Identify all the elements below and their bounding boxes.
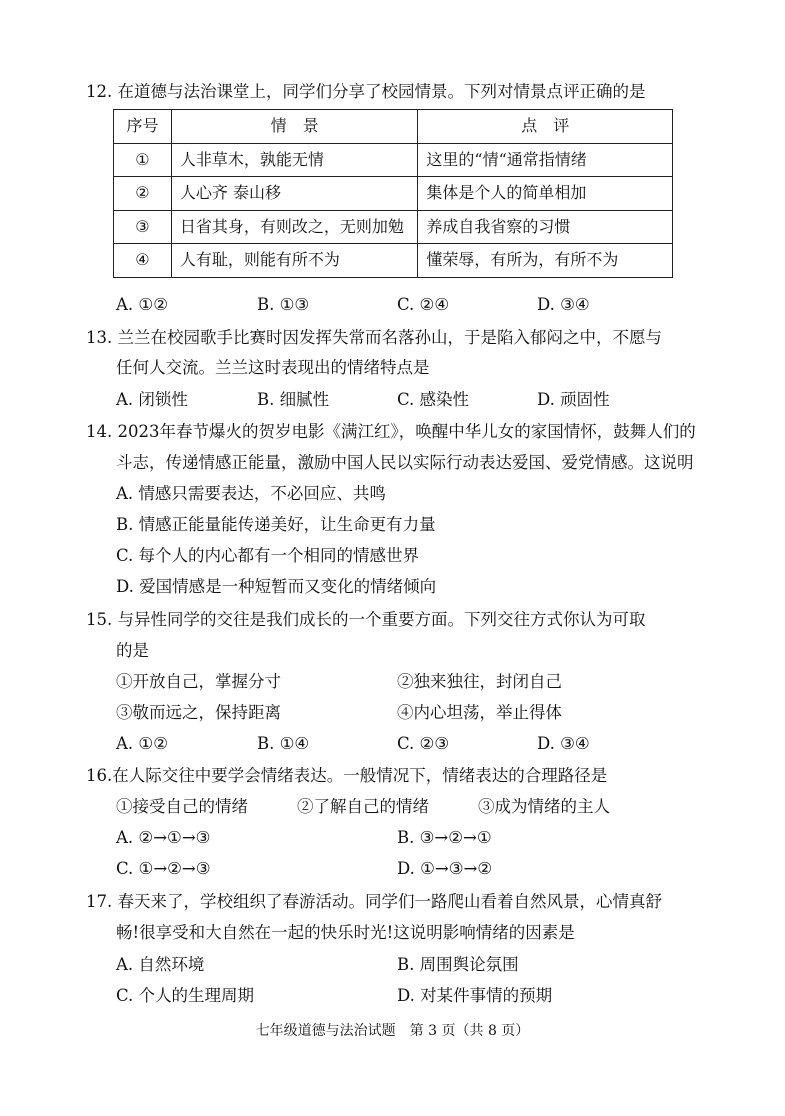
table-header-cell: 点 评	[418, 110, 673, 144]
table-header-cell: 序号	[114, 110, 172, 144]
q16-option-c: C. ①→②→③	[116, 859, 211, 878]
q12-option-c: C. ②④	[397, 295, 450, 314]
q17-stem-line2: 畅!很享受和大自然在一起的快乐时光!这说明影响情绪的因素是	[116, 923, 575, 942]
q17-stem-line1: 17. 春天来了，学校组织了春游活动。同学们一路爬山看着自然风景，心情真舒	[86, 892, 662, 911]
table-row	[114, 143, 673, 177]
q14-stem-line2: 斗志，传递情感正能量，激励中国人民以实际行动表达爱国、爱党情感。这说明	[116, 453, 694, 472]
q17-option-d: D. 对某件事情的预期	[397, 986, 553, 1005]
q14-option-c: C. 每个人的内心都有一个相同的情感世界	[116, 546, 420, 565]
q15-item-2: ②独来独往，封闭自己	[397, 672, 562, 691]
table-row	[114, 210, 673, 244]
q14-option-d: D. 爱国情感是一种短暂而又变化的情绪倾向	[116, 577, 437, 596]
q17-option-a: A. 自然环境	[116, 955, 205, 974]
q16-option-b: B. ③→②→①	[397, 828, 492, 847]
q13-stem-line1: 13. 兰兰在校园歌手比赛时因发挥失常而名落孙山，于是陷入郁闷之中，不愿与	[86, 328, 662, 347]
q13-option-d: D. 顽固性	[537, 390, 610, 409]
q15-stem-line1: 15. 与异性同学的交往是我们成长的一个重要方面。下列交往方式你认为可取	[86, 610, 646, 629]
q16-stem: 16.在人际交往中要学会情绪表达。一般情况下，情绪表达的合理路径是	[86, 766, 608, 785]
q16-item-2: ②了解自己的情绪	[297, 797, 429, 816]
q14-stem-line1: 14. 2023年春节爆火的贺岁电影《满江红》，唤醒中华儿女的家国情怀，鼓舞人们的	[86, 422, 696, 441]
q16-option-d: D. ①→③→②	[397, 859, 493, 878]
q12-option-a: A. ①②	[116, 295, 168, 314]
q15-item-4: ④内心坦荡，举止得体	[397, 703, 562, 722]
table-cell: 人有耻，则能有所不为	[171, 244, 418, 278]
q13-option-c: C. 感染性	[397, 390, 470, 409]
scenario-table	[113, 109, 673, 278]
q13-option-b: B. 细腻性	[257, 390, 330, 409]
table-row	[114, 244, 673, 278]
q15-item-1: ①开放自己，掌握分寸	[116, 672, 281, 691]
q15-option-a: A. ①②	[116, 734, 168, 753]
table-cell: ④	[114, 244, 172, 278]
table-cell: ③	[114, 210, 172, 244]
q14-option-b: B. 情感正能量能传递美好，让生命更有力量	[116, 515, 436, 534]
table-cell: 集体是个人的简单相加	[418, 177, 673, 211]
q13-stem-line2: 任何人交流。兰兰这时表现出的情绪特点是	[116, 358, 430, 377]
q15-option-b: B. ①④	[257, 734, 310, 753]
q15-stem-line2: 的是	[116, 641, 149, 660]
q15-item-3: ③敬而远之，保持距离	[116, 703, 281, 722]
q14-option-a: A. 情感只需要表达，不必回应、共鸣	[116, 484, 386, 503]
q12-option-b: B. ①③	[257, 295, 310, 314]
table-row	[114, 177, 673, 211]
table-cell: 这里的“情“通常指情绪	[418, 143, 673, 177]
table-cell: 人心齐 泰山移	[171, 177, 418, 211]
q16-option-a: A. ②→①→③	[116, 828, 211, 847]
q12-stem: 12. 在道德与法治课堂上，同学们分享了校园情景。下列对情景点评正确的是	[86, 82, 646, 101]
table-cell: ②	[114, 177, 172, 211]
q17-option-b: B. 周围舆论氛围	[397, 955, 519, 974]
table-cell: 养成自我省察的习惯	[418, 210, 673, 244]
table-cell: 日省其身，有则改之，无则加勉	[171, 210, 418, 244]
table-header-cell: 情 景	[171, 110, 418, 144]
q15-option-c: C. ②③	[397, 734, 450, 753]
q16-item-1: ①接受自己的情绪	[116, 797, 248, 816]
table-cell: 人非草木，孰能无情	[171, 143, 418, 177]
q16-item-3: ③成为情绪的主人	[478, 797, 610, 816]
table-cell: 懂荣辱，有所为，有所不为	[418, 244, 673, 278]
q17-option-c: C. 个人的生理周期	[116, 986, 255, 1005]
page-footer: 七年级道德与法治试题 第 3 页（共 8 页）	[255, 1023, 530, 1039]
q12-option-d: D. ③④	[537, 295, 590, 314]
table-cell: ①	[114, 143, 172, 177]
q13-option-a: A. 闭锁性	[116, 390, 188, 409]
q15-option-d: D. ③④	[537, 734, 590, 753]
table-header-row	[114, 110, 673, 144]
